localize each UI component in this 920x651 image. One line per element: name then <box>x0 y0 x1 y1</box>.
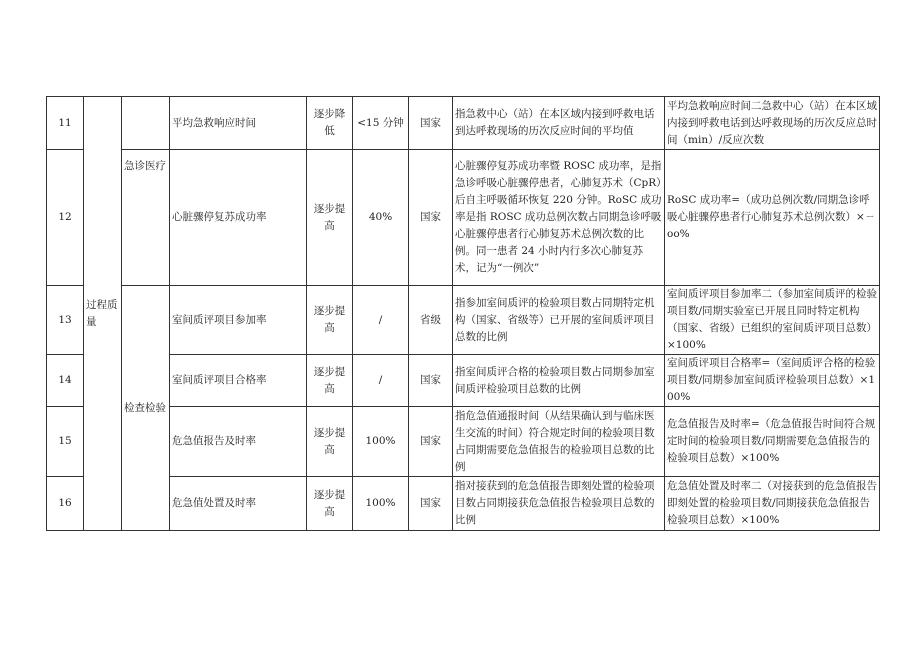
level-cell: 国家 <box>409 97 453 150</box>
definition-cell: 指参加室间质评的检验项目数占同期特定机构（国家、省级等）已开展的室间质评项目总数的比例 <box>453 286 665 355</box>
row-number: 14 <box>47 355 84 407</box>
subcategory-cell <box>122 97 170 150</box>
row-number: 16 <box>47 477 84 531</box>
level-cell: 国家 <box>409 407 453 477</box>
target-cell: / <box>353 286 409 355</box>
definition-cell: 指室间质评合格的检验项目数占同期参加室间质评检验项目总数的比例 <box>453 355 665 407</box>
indicator-name: 危急值处置及时率 <box>170 477 307 531</box>
table-row <box>47 355 880 407</box>
indicator-name: 心脏骤停复苏成功率 <box>170 150 307 286</box>
table-row <box>47 477 880 531</box>
table-row <box>47 407 880 477</box>
indicator-table <box>46 96 880 531</box>
row-number: 12 <box>47 150 84 286</box>
formula-cell: 平均急救响应时间二急救中心（站）在本区域内接到呼救电话到达呼救现场的历次反应总时间（min）/反应次数 <box>665 97 880 150</box>
formula-cell: 危急值报告及时率=（危急值报告时间符合规定时间的检验项目数/同期需要危急值报告的检验项目总数）×100% <box>665 407 880 477</box>
row-number: 11 <box>47 97 84 150</box>
target-cell: 40% <box>353 150 409 286</box>
formula-cell: RoSC 成功率=（成功总例次数/同期急诊呼吸心脏骤停患者行心肺复苏术总例次数）×ㄧoo% <box>665 150 880 286</box>
table-row <box>47 150 880 286</box>
indicator-name: 室间质评项目参加率 <box>170 286 307 355</box>
indicator-name: 平均急救响应时间 <box>170 97 307 150</box>
direction-cell: 逐步提高 <box>307 407 353 477</box>
level-cell: 国家 <box>409 477 453 531</box>
subcategory-cell: 急诊医疗 <box>122 150 170 286</box>
direction-cell: 逐步提高 <box>307 286 353 355</box>
direction-cell: 逐步提高 <box>307 355 353 407</box>
row-number: 15 <box>47 407 84 477</box>
formula-cell: 危急值处置及时率二（对接获到的危急值报告即刻处置的检验项目数/同期接获危急值报告检验项目总数）×100% <box>665 477 880 531</box>
direction-cell: 逐步提高 <box>307 477 353 531</box>
direction-cell: 逐步降低 <box>307 97 353 150</box>
level-cell: 国家 <box>409 355 453 407</box>
target-cell: 100% <box>353 407 409 477</box>
definition-cell: 心脏骤停复苏成功率暨 ROSC 成功率，是指急诊呼吸心脏骤停患者，心肺复苏术（CpR）后自主呼吸循环恢复 220 分钟。RoSC 成功率是指 ROSC 成功总例次数占同期急诊呼吸心脏骤停患者行心肺复苏术总例次数的比例。同一患者 24 小时内行多次心肺复苏术，记为“一例次” <box>453 150 665 286</box>
level-cell: 省级 <box>409 286 453 355</box>
definition-cell: 指对接获到的危急值报告即刻处置的检验项目数占同期接获危急值报告检验项目总数的比例 <box>453 477 665 531</box>
formula-cell: 室间质评项目合格率=（室间质评合格的检验项目数/同期参加室间质评检验项目总数）×100% <box>665 355 880 407</box>
subcategory-cell: 检查检验 <box>122 286 170 531</box>
definition-cell: 指危急值通报时间（从结果确认到与临床医生交流的时间）符合规定时间的检验项目数占同期需要危急值报告的检验项目总数的比例 <box>453 407 665 477</box>
category-cell: 过程质量 <box>84 97 122 531</box>
target-cell: <15 分钟 <box>353 97 409 150</box>
direction-cell: 逐步提高 <box>307 150 353 286</box>
target-cell: 100% <box>353 477 409 531</box>
table-row <box>47 286 880 355</box>
formula-cell: 室间质评项目参加率二（参加室间质评的检验项目数/同期实验室已开展且同时特定机构（国家、省级）已组织的室间质评项目总数）×100% <box>665 286 880 355</box>
target-cell: / <box>353 355 409 407</box>
table-row <box>47 97 880 150</box>
row-number: 13 <box>47 286 84 355</box>
indicator-name: 危急值报告及时率 <box>170 407 307 477</box>
definition-cell: 指急救中心（站）在本区域内接到呼救电话到达呼救现场的历次反应时间的平均值 <box>453 97 665 150</box>
level-cell: 国家 <box>409 150 453 286</box>
indicator-name: 室间质评项目合格率 <box>170 355 307 407</box>
